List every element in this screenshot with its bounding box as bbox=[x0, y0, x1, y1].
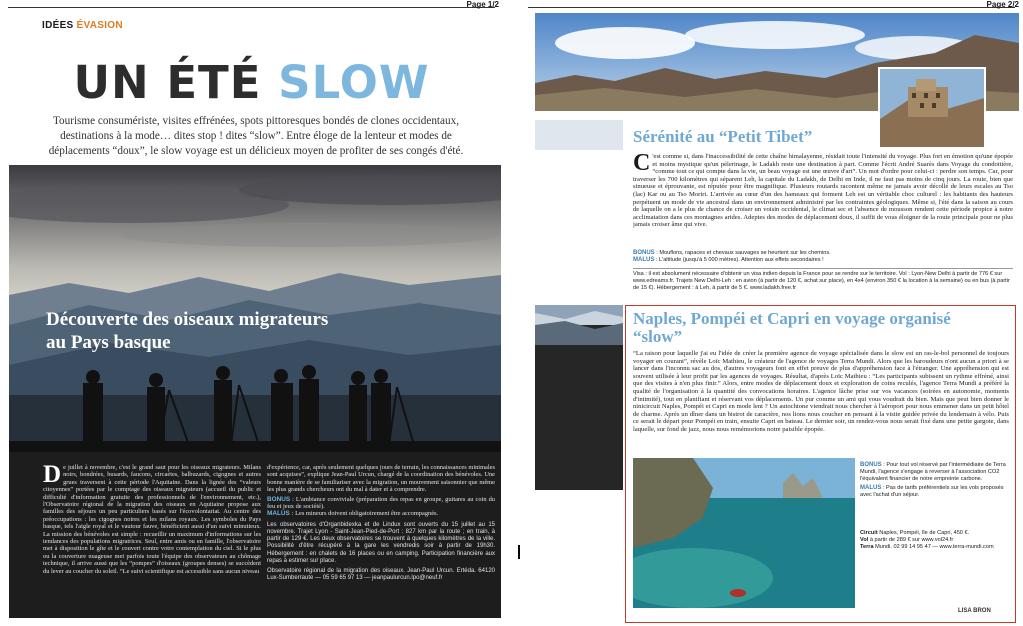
article-body-box bbox=[9, 452, 501, 618]
tibet-body: 'est comme si, dans l'inaccessibilité de cette chaîne himalayenne, résidait toute l'intensité du voyage. Plus fort en émotion qu'une épopée et moins mystique qu'un pèlerinage, le Ladakh reste une destination à part. Comme l'écrit André Suarès dans Voyage du condottière, “comme tout ce qui compte dans la vie, un beau voyage est une œuvre d'art”. Un mot d'ordre pour celui-ci : perdre son temps. Car, pour traverser les 700 kilomètres qui séparent Leh, la capitale du Ladakh, de Delhi en Inde, il ne faut pas moins de cinq jours. La route, bien que sinueuse et éprouvante, est réputée pour être magnifique. Plusieurs routards racontent même ne jamais avoir décollé de leurs escales au Tso (lac) Kar ou au Tso Moriri. L'arrivée au cœur d'un des hameaux qui forment Leh est un véritable choc culturel : les habitants des hauteurs perpétuent un mode de vie ancestral dans un environnement administré par les contraintes géologiques. Même si, l'été dans la saison au cours de laquelle on a le plus de chance de croiser un voisin occidental, le climat sec et l'absence de mousson rendent cette période propice à notre acclimatation dans ces montagnes arides. Adeptes des modes de déplacement doux, il suffit de vous éloigner de la route principale pour ne plus jamais croiser âme qui vive. bbox=[633, 153, 1013, 229]
terra-label: Terra bbox=[860, 544, 874, 550]
capri-coast-photo bbox=[633, 458, 855, 608]
tibet-bonus-text: : Mouflons, rapaces et chevaux sauvages se heurtent sur les chemins. bbox=[656, 250, 831, 256]
page-top-rule bbox=[8, 7, 495, 8]
column-2-text: d'expérience, car, après seulement quelques jours de terrain, les connaissances minimales sont acquises”, explique Jean-Paul Urcun, chargé de la coordination des bénévoles. Une bonne manière de se familiariser avec la migration, un mouvement saisonnier que même les plus grands chercheurs ont du mal à dater et à comprendre. bbox=[267, 464, 495, 494]
naples-malus-label: MALUS bbox=[860, 485, 882, 491]
section-rubric bbox=[42, 20, 123, 31]
page-number: Page 1/2 bbox=[466, 0, 499, 9]
article-column-2 bbox=[267, 464, 495, 616]
heading-naples: Naples, Pompéi et Capri en voyage organisé “slow” bbox=[633, 309, 951, 346]
mountain-strip-photo bbox=[535, 305, 623, 490]
circuit-text: Naples, Pompéi, île de Capri, 450 €. bbox=[879, 530, 970, 536]
page-2 bbox=[520, 0, 1023, 626]
circuit-label: Circuit bbox=[860, 530, 878, 536]
page-1 bbox=[0, 0, 503, 626]
page-title bbox=[0, 56, 503, 109]
practical-info: Les observatoires d'Organbidexka et de Lindux sont ouverts du 15 juillet au 15 novembre. Trajet Lyon - Saint-Jean-Pied-de-Port : 827 km par la route ; en train, à partir de 129 €. Les deux observatoires se trouvent à quelques kilomètres de la ville. Possibilité d'être récupéré à la gare les vendredis soir à partir de 19h30. Hébergement : en chalets de 16 places ou en camping. Participation financière aux repas à estimer sur place. bbox=[267, 521, 495, 564]
photo-heading: Découverte des oiseaux migrateurs au Pays basque bbox=[46, 309, 329, 353]
intro-paragraph: Tourisme consumériste, visites effrénées, spots pittoresques bondés de clones occidentaux, destinations à la mode… dites stop ! dites “slow”. Entre éloge de la lenteur et modes de déplacements “doux”, le slow voyage est un délicieux moyen de profiter de ses congés d'été. bbox=[48, 115, 464, 157]
vol-label: Vol bbox=[860, 537, 869, 543]
vol-text: à partir de 289 € sur www.vol24.fr bbox=[869, 537, 954, 543]
article-column-1 bbox=[43, 464, 261, 616]
rubric-section: ÉVASION bbox=[76, 20, 123, 31]
malus-text: : Les mineurs doivent obligatoirement être accompagnés. bbox=[291, 510, 439, 518]
malus-label: MALUS bbox=[267, 510, 290, 518]
tibet-malus-label: MALUS bbox=[633, 257, 655, 263]
column-1-text: e juillet à novembre, c'est le grand saut pour les oiseaux migrateurs. Milans noirs, bondrées, busards, faucons, circaètes, balbuzards, cigognes et autres grues traversent à cette période l'Aquitaine. Dans la lignée des “valeurs citoyennes” portées par le comptage des oiseaux migrateurs (accueil du public et difficulté d'information gratuite des professionnels de l'environnement, etc.), l'Observatoire régional de la migration des oiseaux en Aquitaine propose aux familles des séjours un peu particuliers basés sur l'écovolontariat. Au centre des préoccupations : les cigognes noires et les milans royaux. Les symboles du Pays basque, tels l'aigle royal et le vautour fauve, bénéficient aussi d'un suivi minutieux. La mission des bénévoles est simple : recueillir un maximum d'informations sur les tendances des populations migratrices. Seul, entre amis ou en famille, l'observatoire met à disposition le gîte et le couvert contre votre contemplation du ciel. Si le plus ou la couverture nuageuse met parfois toute l'équipe des observateurs au chômage technique, il arrive aussi que les “pompes” d'oiseaux (groupes denses) se succèdent du lever au coucher du soleil. “Le suivi scientifique est accessible sans aucun niveau bbox=[43, 464, 261, 575]
title-dark: UN ÉTÉ bbox=[73, 56, 262, 109]
tibet-malus-text: : L'altitude (jusqu'à 5 000 mètres). Attention aux effets secondaires ! bbox=[655, 257, 824, 263]
tibet-bonus-malus bbox=[633, 250, 1013, 264]
naples-bonus-label: BONUS bbox=[860, 462, 882, 468]
contact-info: Observatoire régional de la migration des oiseaux. Jean-Paul Urcun. Ertéda. 64120 Lux-Sumberraute — 05 59 65 97 13 — jeanpaulurcun.lpo@neuf.fr bbox=[267, 568, 495, 582]
tibet-practical-info: Visa : il est absolument nécessaire d'obtenir un visa indien depuis la France pour se rendre sur le territoire. Vol : Lyon-New Delhi à partir de 776 € sur www.edreams.fr. Trajets New Delhi-Leh : en avion (à partir de 120 €, achat sur place), en 4x4 (environ 350 € la location à la semaine) ou en bus (à partir de 15 €). Hébergement : à Leh, à partir de 5 €. www.ladakh.free.fr bbox=[633, 268, 1013, 292]
tibet-bonus-label: BONUS bbox=[633, 250, 655, 256]
rubric-main: IDÉES bbox=[42, 20, 74, 31]
valley-strip-photo bbox=[535, 120, 623, 300]
page-number-2: Page 2/2 bbox=[986, 0, 1019, 9]
tibet-drop-cap: C bbox=[633, 153, 651, 176]
heading-petit-tibet: Sérénité au “Petit Tibet” bbox=[633, 127, 813, 146]
page-top-rule-2 bbox=[528, 7, 1015, 8]
terra-text: Mundi. 02 99 14 95 47 — www.terra-mundi.com bbox=[875, 544, 994, 550]
naples-bonus-text: : Pour tout vol réservé par l'intermédiaire de Terra Mundi, l'agence s'engage à reverser à l'association CO2 l'équivalent financier de notre empreinte carbone. bbox=[860, 462, 1006, 482]
naples-practical-info bbox=[860, 530, 1012, 551]
naples-body: “La raison pour laquelle j'ai eu l'idée de créer la première agence de voyage spécialisée dans le slow est un ras-le-bol personnel de toujours voyager en courant”, révèle Loïc Mathieu, le créateur de l'agence de voyages Terra Mundi. Alors que les baroudeurs n'ont aucun a priori à se lancer dans l'inconnu sac au dos, d'autres voyageurs font en effet preuve de plus d'appréhension face à l'étranger. Une appréhension qui est souvent utilisée à leur profit par les agences de voyages. Résultat, d'après Loïc Mathieu : “Les participants subissent un rythme effréné, ainsi que des visites à n'en plus finir.” Alors, entre modes de déplacement doux et exploration de coins reculés, l'agence Terra Mundi a préféré la qualité de l'organisation à la quantité des convocations horaires. L'agence lâche prise sur vos vacances (soirées en autonomie, moments d'intimité), tout en planifiant et réservant vos déplacements. Un pur comme un ami qui vous voudrait du bien. Mais que peut bien donner le ninicircuit Naples, Pompéi et Capri en mode lent ? Un autochtone viendrait nous chercher à l'aéroport pour nous emmener dans un petit hôtel de charme. Après un dîner dans un bistrot de caractère, nos lions nous coucher en pensant à la visite guidée privée du lendemain à vélo. Puis ce serait le départ pour Pompéi en train, ensuite Capri en bateau. Le dernier soir, un rendez-vous nous serait fixé dans une petite gargote, dans laquelle, sur fond de jazz, nous nous remémorions notre paisible épopée. bbox=[633, 350, 1009, 433]
drop-cap: D bbox=[43, 464, 62, 488]
naples-bonus-malus bbox=[860, 462, 1012, 499]
title-blue: SLOW bbox=[278, 56, 430, 109]
bonus-label: BONUS bbox=[267, 495, 291, 503]
photo-credit: LISA BRON bbox=[958, 608, 991, 614]
bonus-text: : L'ambiance conviviale (préparation des repas en groupe, guitares au coin du feu et jeux de société). bbox=[267, 495, 495, 511]
tibet-article bbox=[633, 153, 1013, 248]
naples-malus-text: : Pas de tarifs préférentiels sur les vols proposés avec l'achat d'un séjour. bbox=[860, 485, 1004, 498]
